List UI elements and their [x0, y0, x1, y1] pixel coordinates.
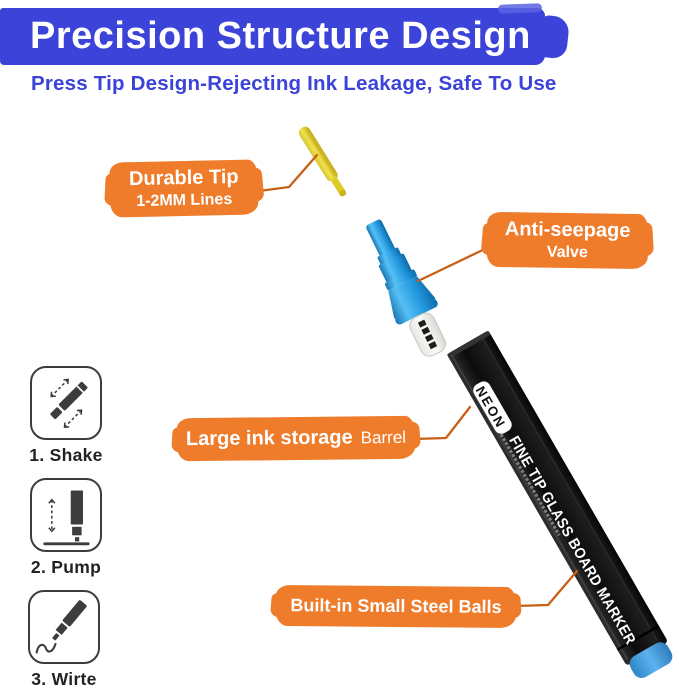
- write-icon: [28, 590, 100, 664]
- step-write: [14, 590, 114, 689]
- pump-icon: [30, 478, 102, 552]
- connector-ink-storage: [414, 407, 470, 439]
- step-write-label: 3. Wirte: [31, 669, 97, 689]
- callout-steel-balls-title: Built-in Small Steel Balls: [290, 595, 502, 618]
- page-title: Precision Structure Design: [30, 15, 531, 57]
- title-banner: [0, 8, 545, 65]
- step-shake-label: 1. Shake: [29, 445, 103, 465]
- connector-anti-seepage: [418, 247, 489, 281]
- callout-durable-tip: [109, 159, 258, 217]
- marker-barrel: [447, 330, 678, 682]
- connector-steel-balls: [515, 571, 577, 606]
- valve-assembly: [352, 212, 457, 363]
- callout-ink-storage-suffix: Barrel: [360, 427, 407, 448]
- callout-anti-seepage-title: Anti-seepage: [504, 217, 631, 242]
- barrel-text: FINE TIP GLASS BOARD MARKER: [505, 433, 650, 667]
- callout-steel-balls: [276, 585, 516, 628]
- callout-ink-storage-title: Large ink storage: [185, 426, 353, 451]
- step-pump: [16, 478, 116, 578]
- connector-durable-tip: [259, 155, 317, 191]
- callout-anti-seepage-subtitle: Valve: [546, 243, 588, 262]
- step-pump-label: 2. Pump: [30, 557, 102, 577]
- callout-anti-seepage: [487, 212, 649, 269]
- step-shake: [16, 366, 116, 466]
- shake-icon: [30, 366, 102, 440]
- callout-durable-tip-subtitle: 1-2MM Lines: [136, 190, 233, 210]
- page-subtitle: Press Tip Design-Rejecting Ink Leakage, Safe To Use: [31, 72, 557, 95]
- brand-text: NEON: [472, 383, 510, 433]
- callout-ink-storage: [177, 416, 415, 461]
- callout-durable-tip-title: Durable Tip: [128, 165, 239, 190]
- marker-nib-yellow: [297, 125, 350, 199]
